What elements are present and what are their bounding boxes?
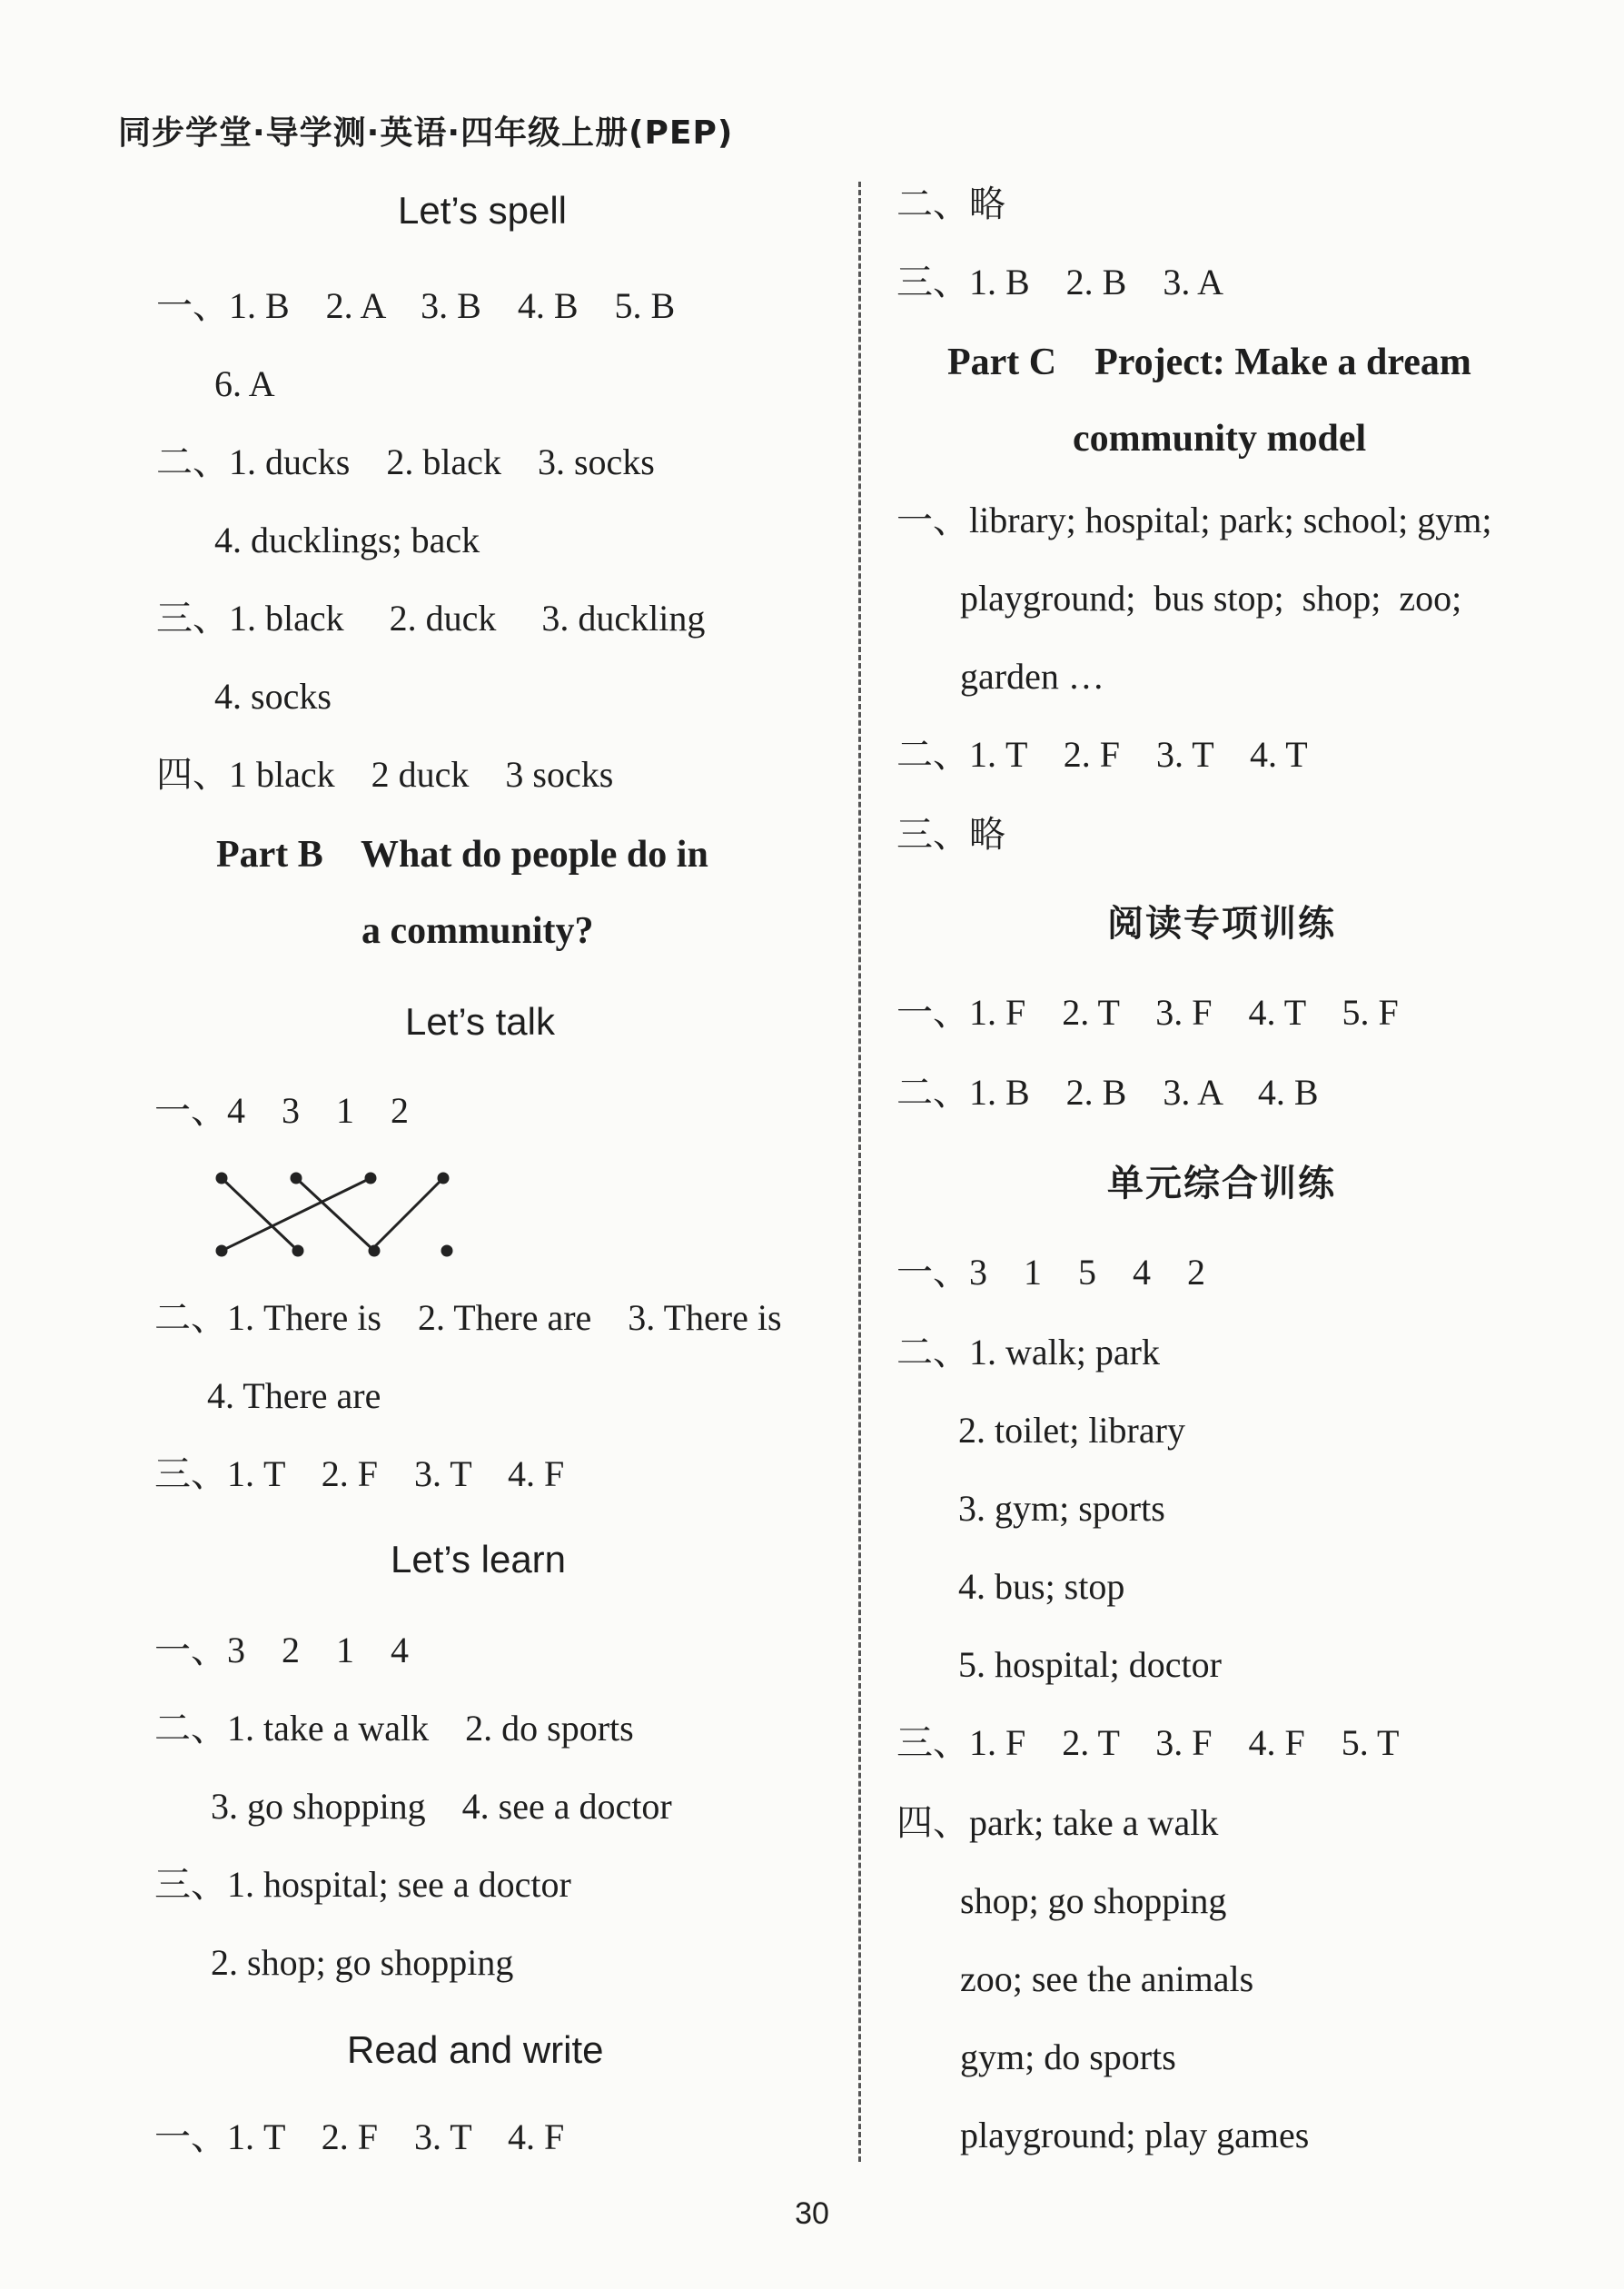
answer-line: 一、3 2 1 4: [154, 1630, 409, 1670]
part-c-title-cont: community model: [1073, 418, 1367, 460]
answer-line: 3. gym; sports: [958, 1488, 1165, 1529]
answer-line: 2. shop; go shopping: [211, 1942, 514, 1983]
answer-line: 三、1. T 2. F 3. T 4. F: [154, 1453, 565, 1494]
answer-line: 三、1. black 2. duck 3. duckling: [156, 598, 706, 639]
answer-line: 二、1. ducks 2. black 3. socks: [156, 441, 655, 482]
answer-line: 三、略: [896, 814, 1005, 855]
matching-lines-diagram: [209, 1167, 463, 1267]
answer-line: 二、1. B 2. B 3. A 4. B: [896, 1072, 1319, 1113]
answer-line: 一、3 1 5 4 2: [896, 1252, 1205, 1293]
section-title-read-and-write: Read and write: [347, 2028, 604, 2071]
answer-line: 一、4 3 1 2: [154, 1090, 409, 1131]
answer-line: 四、1 black 2 duck 3 socks: [156, 754, 614, 795]
answer-line: 二、1. walk; park: [896, 1332, 1160, 1372]
answer-line: 2. toilet; library: [958, 1410, 1185, 1451]
part-b-title: Part B What do people do in: [216, 834, 708, 876]
answer-line: 二、1. take a walk 2. do sports: [154, 1708, 634, 1749]
part-b-title-cont: a community?: [361, 910, 594, 952]
answer-line: 二、1. There is 2. There are 3. There is: [154, 1297, 782, 1338]
answer-line: 二、1. T 2. F 3. T 4. T: [896, 734, 1308, 775]
answer-line: 一、1. T 2. F 3. T 4. F: [154, 2116, 565, 2157]
section-title-lets-learn: Let’s learn: [391, 1538, 567, 1580]
answer-line: gym; do sports: [960, 2036, 1176, 2077]
part-c-title: Part C Project: Make a dream: [947, 342, 1471, 383]
answer-line: 四、park; take a walk: [896, 1802, 1219, 1843]
section-title-lets-talk: Let’s talk: [405, 1000, 555, 1043]
answer-line: shop; go shopping: [960, 1880, 1227, 1921]
section-title-unit-training: 单元综合训练: [1107, 1163, 1336, 1204]
answer-line: zoo; see the animals: [960, 1958, 1254, 1999]
page-header: 同步学堂·导学测·英语·四年级上册(PEP): [118, 114, 734, 152]
answer-line: 6. A: [214, 363, 275, 404]
answer-line: 三、1. B 2. B 3. A: [896, 262, 1224, 302]
answer-line: 一、1. B 2. A 3. B 4. B 5. B: [156, 285, 676, 326]
answer-line: 一、1. F 2. T 3. F 4. T 5. F: [896, 992, 1399, 1033]
answer-line: 4. There are: [207, 1375, 381, 1416]
section-title-reading-training: 阅读专项训练: [1107, 903, 1336, 945]
answer-line: 4. socks: [214, 676, 332, 717]
answer-line: playground; play games: [960, 2115, 1310, 2155]
answer-line: 3. go shopping 4. see a doctor: [211, 1786, 672, 1827]
answer-line: playground; bus stop; shop; zoo;: [960, 578, 1462, 619]
section-title-lets-spell: Let’s spell: [398, 189, 568, 232]
answer-line: garden …: [960, 656, 1104, 697]
answer-line: 4. ducklings; back: [214, 520, 480, 560]
answer-line: 4. bus; stop: [958, 1566, 1125, 1607]
answer-line: 二、略: [896, 183, 1005, 224]
answer-line: 三、1. F 2. T 3. F 4. F 5. T: [896, 1722, 1400, 1763]
answer-line: 三、1. hospital; see a doctor: [154, 1864, 571, 1905]
answer-line: 一、library; hospital; park; school; gym;: [896, 500, 1492, 540]
column-divider: [858, 182, 861, 2162]
page-number: 30: [795, 2196, 829, 2231]
answer-line: 5. hospital; doctor: [958, 1644, 1222, 1685]
